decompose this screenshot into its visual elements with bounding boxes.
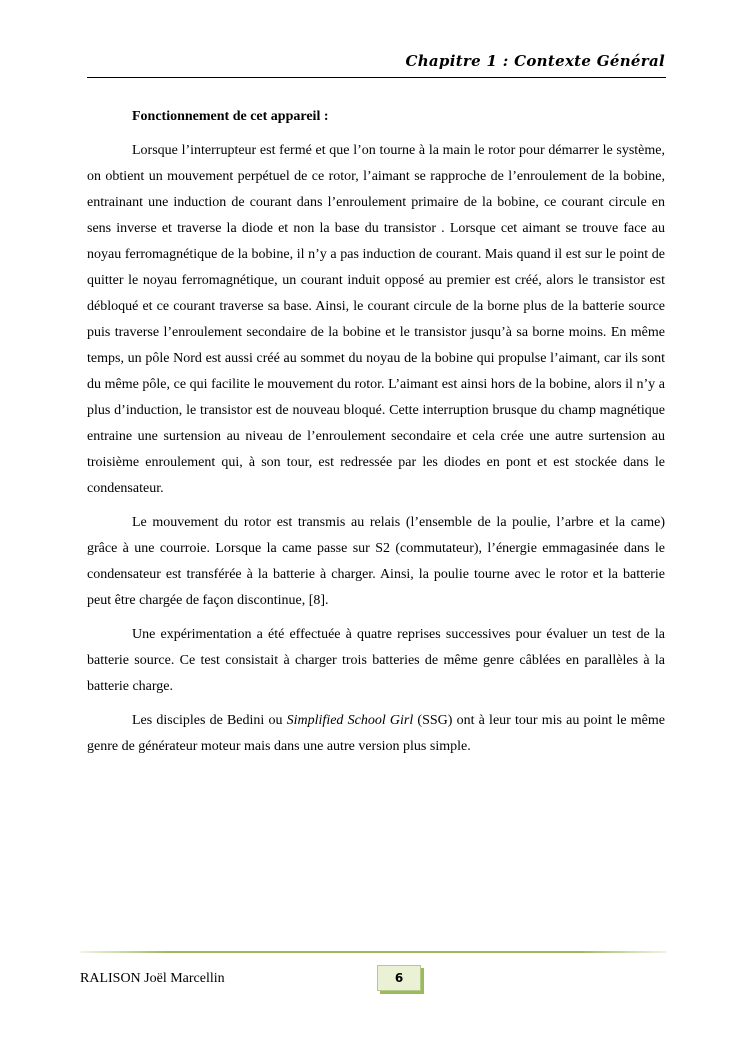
body-paragraph-3: Une expérimentation a été effectuée à quatre reprises successives pour évaluer un test de la batterie source. Ce test consistait à charger trois batteries de même genre câblées en parallèles à la batterie charge. [87, 627, 665, 694]
header-divider [87, 77, 666, 78]
chapter-header-title: Chapitre 1 : Contexte Général [405, 52, 665, 70]
footer-divider [80, 951, 667, 953]
body-paragraph-2: Le mouvement du rotor est transmis au relais (l’ensemble de la poulie, l’arbre et la came) grâce à une courroie. Lorsque la came passe sur S2 (commutateur), l’énergie emmagasinée dans le condensateur est transférée à la batterie à charger. Ainsi, la poulie tourne avec le rotor et la batterie peut être chargée de façon discontinue, [8]. [87, 515, 665, 608]
paragraph-4-text-start: Les disciples de Bedini ou [132, 713, 287, 728]
footer-author: RALISON Joël Marcellin [80, 971, 225, 986]
body-paragraph-1: Lorsque l’interrupteur est fermé et que l’on tourne à la main le rotor pour démarrer le système, on obtient un mouvement perpétuel de ce rotor, l’aimant se rapproche de l’enroulement de la bobine, entrainant une induction de courant dans l’enroulement primaire de la bobine, ce courant circule en sens inverse et traverse la diode et non la base du transistor . Lorsque cet aimant se trouve face au noyau ferromagnétique de la bobine, il n’y a pas induction de courant. Mais quand il est sur le point de quitter le noyau ferromagnétique, un courant induit opposé au premier est créé, alors le transistor est débloqué et ce courant traverse sa base. Ainsi, le courant circule de la borne plus de la batterie source puis traverse l’enroulement secondaire de la bobine et le transistor jusqu’à sa borne moins. En même temps, un pôle Nord est aussi créé au sommet du noyau de la bobine qui propulse l’aimant, car ils sont du même pôle, ce qui facilite le mouvement du rotor. L’aimant est ainsi hors de la bobine, alors il n’y a plus d’induction, le transistor est de nouveau bloqué. Cette interruption brusque du champ magnétique entraine une surtension au niveau de l’enroulement secondaire et cela crée une autre surtension au troisième enroulement qui, à son tour, est redressée par les diodes en pont et est stockée dans le condensateur. [87, 143, 665, 496]
body-paragraph-4 [87, 708, 665, 760]
page-body [87, 104, 665, 768]
paragraph-4-italic-term: Simplified School Girl [286, 713, 414, 728]
paragraph-4-text-end: (SSG) ont à leur tour mis au point le même genre de générateur moteur mais dans une autre version plus simple. [87, 713, 665, 754]
page-number-badge: 6 [377, 965, 421, 991]
section-heading: Fonctionnement de cet appareil : [132, 109, 329, 124]
